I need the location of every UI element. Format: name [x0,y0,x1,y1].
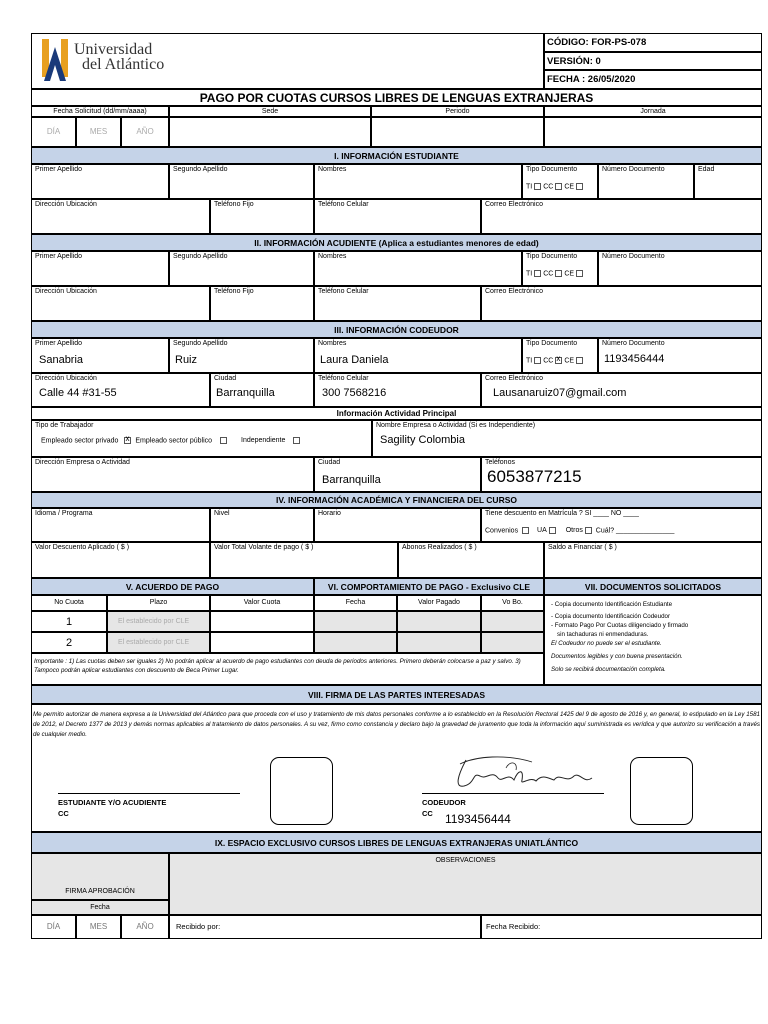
ti-checkbox[interactable] [534,357,541,364]
value: Sagility Colombia [380,434,465,446]
cual-label: Cuál? _______________ [595,527,675,535]
value: 6053877215 [487,467,582,486]
cod-ciudad[interactable] [210,373,314,407]
label: Segundo Apellido [173,166,228,173]
acu-tipo-documento[interactable] [522,251,598,286]
label: Horario [318,510,341,517]
publico-label: Empleado sector público [135,437,213,445]
ti-checkbox[interactable] [534,183,541,190]
periodo-label: Periodo [371,106,544,117]
cc-label: CC [543,270,554,278]
jornada-field[interactable] [544,117,762,147]
label: Dirección Empresa o Actividad [35,459,130,466]
label: Edad [698,166,715,173]
acu-nombres[interactable] [314,251,522,286]
abonos-realizados[interactable] [398,542,544,578]
label: Teléfono Celular [318,288,369,295]
doc-type-options [526,183,594,190]
label: Tiene descuento en Matrícula ? SI ____ NO ____ [485,510,639,517]
label: Idioma / Programa [35,510,93,517]
doc-item-6: Documentos legibles y con buena presentación. [551,653,683,660]
sede-label: Sede [169,106,371,117]
label: Segundo Apellido [173,253,228,260]
cuota-2-vo-bo [481,632,544,653]
codeudor-huella-box[interactable] [630,757,693,825]
value: Ruiz [175,354,198,366]
direccion-empresa[interactable] [31,457,314,492]
label: Valor Total Volante de pago ( $ ) [214,544,314,551]
label: Nombre Empresa o Actividad (Si es Independiente) [376,422,536,429]
ce-label: CE [564,357,575,365]
convenio-options [485,527,758,534]
section-documentos-header: VII. DOCUMENTOS SOLICITADOS [544,578,762,595]
form-title: PAGO POR CUOTAS CURSOS LIBRES DE LENGUAS EXTRANJERAS [31,89,762,106]
value: Barranquilla [216,387,275,399]
col-valor-cuota: Valor Cuota [210,595,314,611]
privado-label: Empleado sector privado [41,437,119,445]
label: Dirección Ubicación [35,288,97,295]
est-correo[interactable] [481,199,762,234]
label: Teléfono Celular [318,375,369,382]
label: Valor Descuento Aplicado ( $ ) [35,544,130,551]
label: Correo Electrónico [485,375,543,382]
ti-checkbox[interactable] [534,270,541,277]
ce-checkbox[interactable] [576,183,583,190]
idioma-programa[interactable] [31,508,210,542]
cod-primer-apellido[interactable] [31,338,169,373]
jornada-label: Jornada [544,106,762,117]
cuota-2-number: 2 [31,632,107,653]
fecha-recibido-cell[interactable] [481,915,762,939]
label: Número Documento [602,253,665,260]
acu-telefono-celular[interactable] [314,286,481,321]
label: Saldo a Financiar ( $ ) [548,544,617,551]
label: Tipo Documento [526,253,578,260]
col-plazo: Plazo [107,595,210,611]
recibido-por-cell[interactable] [169,915,481,939]
cuota-2-valor[interactable] [210,632,314,653]
codeudor-signature [446,750,606,795]
cc-label: CC [543,183,554,191]
label: Número Documento [602,340,665,347]
est-segundo-apellido[interactable] [169,164,314,199]
estudiante-signature-line[interactable] [58,793,240,794]
section-estudiante-header: I. INFORMACIÓN ESTUDIANTE [31,147,762,164]
section-codeudor-header: III. INFORMACIÓN CODEUDOR [31,321,762,338]
ano-field[interactable]: AÑO [121,117,169,147]
fecha-solicitud-label: Fecha Solicitud (dd/mm/aaaa) [31,106,169,117]
university-logo [40,37,70,83]
cuota-1-valor-pagado [397,611,481,632]
empresa-ciudad[interactable] [314,457,481,492]
section-academica-header: IV. INFORMACIÓN ACADÉMICA Y FINANCIERA DEL CURSO [31,492,762,508]
est-numero-documento[interactable] [598,164,694,199]
cuota-1-valor[interactable] [210,611,314,632]
acuerdo-note: Importante : 1) Las cuotas deben ser iguales 2) No podrán aplicar al acuerdo de pago estudiantes con deuda de periodos anteriores. Primero deberán colocarse a paz y salvo. 3) Tampoco podrán aplicar estudiantes con descuento de Beca Primer Lugar. [31,653,544,685]
doc-item-4: sin tachaduras ni enmendaduras. [557,631,649,638]
label: Abonos Realizados ( $ ) [402,544,477,551]
cuota-2-fecha [314,632,397,653]
acu-numero-documento[interactable] [598,251,762,286]
est-tipo-documento[interactable] [522,164,598,199]
cod-correo[interactable] [481,373,762,407]
label: Ciudad [318,459,341,466]
label: Correo Electrónico [485,201,543,208]
cc-checkbox[interactable] [555,270,562,277]
value: 300 7568216 [322,387,387,399]
estudiante-huella-box[interactable] [270,757,333,825]
value: 1193456444 [604,353,665,365]
ce-label: CE [564,183,575,191]
label: Número Documento [602,166,665,173]
estudiante-label: ESTUDIANTE Y/O ACUDIENTE [58,798,167,807]
cc-label: CC [543,357,554,365]
label: Primer Apellido [35,340,83,347]
documentos-list [544,595,762,685]
observaciones-label: OBSERVACIONES [435,857,496,864]
label: Tipo de Trabajador [35,422,94,429]
ti-label: TI [526,270,533,278]
cod-tipo-documento[interactable] [522,338,598,373]
cuota-2-plazo: El establecido por CLE [107,632,210,653]
actividad-header: Información Actividad Principal [31,407,762,420]
ce-label: CE [564,270,575,278]
doc-item-2: - Copia documento Identificación Codeudor [551,613,671,620]
value: Calle 44 #31-55 [39,387,117,399]
label: Dirección Ubicación [35,375,97,382]
codeudor-signature-line[interactable] [422,793,604,794]
codeudor-cc-value: 1193456444 [445,812,511,826]
aprob-mes-field[interactable]: MES [76,915,121,939]
autorizacion-text: Me permito autorizar de manera expresa a la Universidad del Atlántico para que proceda con el uso y tratamiento de mis datos personales conforme a lo establecido en la Resolución Rectoral 1425 del 9 de agosto de 2016 y, en general, lo estipulado en la Ley 1581 de 2012, el Decreto 1377 de 2013 y demás normas aplicables al tratamiento de datos personales. A su vez, firmo como constancia y declaro bajo la gravedad de juramento que toda la información aquí suministrada es verídica y que autorizo su verificación a través de cualquier medio. [33,711,760,738]
value: Lausanaruiz07@gmail.com [493,387,627,399]
doc-item-3: - Formato Pago Por Cuotas diligenciado y firmado [551,622,689,629]
periodo-field[interactable] [371,117,544,147]
aprob-ano-field[interactable]: AÑO [121,915,169,939]
value: Barranquilla [322,474,381,486]
section-firma-header: VIII. FIRMA DE LAS PARTES INTERESADAS [31,685,762,704]
otros-label: Otros [565,527,583,535]
university-line1: Universidad [74,41,153,58]
cuota-2-valor-pagado [397,632,481,653]
section-acuerdo-header: V. ACUERDO DE PAGO [31,578,314,595]
estudiante-cc-label: CC [58,809,69,818]
est-nombres[interactable] [314,164,522,199]
label: Nombres [318,166,347,173]
horario[interactable] [314,508,481,542]
section-exclusivo-header: IX. ESPACIO EXCLUSIVO CURSOS LIBRES DE LENGUAS EXTRANJERAS UNIATLÁNTICO [31,832,762,853]
cuota-1-fecha [314,611,397,632]
label: Teléfono Fijo [214,201,254,208]
label: Correo Electrónico [485,288,543,295]
cuota-1-plazo: El establecido por CLE [107,611,210,632]
acu-primer-apellido[interactable] [31,251,169,286]
est-telefono-fijo[interactable] [210,199,314,234]
codeudor-label: CODEUDOR [422,798,466,807]
cod-numero-documento[interactable] [598,338,762,373]
ce-checkbox[interactable] [576,270,583,277]
nombre-empresa[interactable] [372,420,762,457]
label: Tipo Documento [526,166,578,173]
descuento-matricula[interactable] [481,508,762,542]
label: Dirección Ubicación [35,201,97,208]
cc-checkbox[interactable] [555,183,562,190]
publico-checkbox[interactable] [220,437,227,444]
acu-correo[interactable] [481,286,762,321]
est-primer-apellido[interactable] [31,164,169,199]
university-name [74,42,164,72]
section-comportamiento-header: VI. COMPORTAMIENTO DE PAGO - Exclusivo CLE [314,578,544,595]
cc-checkbox-checked[interactable] [555,357,562,364]
tipo-trabajador [31,420,372,457]
doc-type-options [526,270,594,277]
observaciones-cell[interactable] [169,853,762,915]
firma-aprobacion-label: FIRMA APROBACIÓN [65,888,135,895]
col-vo-bo: Vo Bo. [481,595,544,611]
cod-nombres[interactable] [314,338,522,373]
mes-field[interactable]: MES [76,117,121,147]
ti-label: TI [526,183,533,191]
cuota-1-number: 1 [31,611,107,632]
col-fecha: Fecha [314,595,397,611]
col-no-cuota: No Cuota [31,595,107,611]
dia-field[interactable]: DÍA [31,117,76,147]
acu-segundo-apellido[interactable] [169,251,314,286]
worker-type-options [35,437,368,444]
est-telefono-celular[interactable] [314,199,481,234]
doc-item-5: El Codeudor no puede ser el estudiante. [551,640,662,647]
cod-direccion[interactable] [31,373,210,407]
doc-item-7: Solo se recibirá documentación completa. [551,666,666,673]
independiente-checkbox[interactable] [293,437,300,444]
label: Primer Apellido [35,253,83,260]
acu-telefono-fijo[interactable] [210,286,314,321]
ti-label: TI [526,357,533,365]
label: Teléfono Fijo [214,288,254,295]
fecha-recibido-label: Fecha Recibido: [486,922,541,931]
est-edad[interactable] [694,164,762,199]
ua-label: UA [537,527,547,535]
col-valor-pagado: Valor Pagado [397,595,481,611]
cuota-1-vo-bo [481,611,544,632]
ce-checkbox[interactable] [576,357,583,364]
cod-telefono-celular[interactable] [314,373,481,407]
recibido-por-label: Recibido por: [176,922,221,931]
codigo-cell: CÓDIGO: FOR-PS-078 [544,33,762,52]
valor-descuento[interactable] [31,542,210,578]
cod-segundo-apellido[interactable] [169,338,314,373]
otros-checkbox[interactable] [585,527,592,534]
est-direccion[interactable] [31,199,210,234]
acu-direccion[interactable] [31,286,210,321]
firma-aprobacion-cell [31,853,169,900]
label: Nombres [318,253,347,260]
label: Primer Apellido [35,166,83,173]
fecha-cell: FECHA : 26/05/2020 [544,70,762,89]
label: Nivel [214,510,230,517]
label: Teléfonos [485,459,515,466]
aprob-dia-field[interactable]: DÍA [31,915,76,939]
nivel[interactable] [210,508,314,542]
fecha-aprobacion-label: Fecha [31,900,169,915]
independiente-label: Independiente [241,437,286,445]
convenios-checkbox[interactable] [522,527,529,534]
privado-checkbox-checked[interactable] [124,437,131,444]
valor-total[interactable] [210,542,398,578]
doc-item-1: - Copia documento Identificación Estudiante [551,601,673,608]
value: Laura Daniela [320,354,389,366]
value: Sanabria [39,354,84,366]
doc-type-options [526,357,594,364]
label: Tipo Documento [526,340,578,347]
convenios-label: Convenios [485,527,519,535]
version-cell: VERSIÓN: 0 [544,52,762,70]
sede-field[interactable] [169,117,371,147]
label: Ciudad [214,375,237,382]
saldo-financiar[interactable] [544,542,762,578]
label: Nombres [318,340,347,347]
codeudor-cc-label: CC [422,809,433,818]
label: Segundo Apellido [173,340,228,347]
university-line2: del Atlántico [82,56,165,73]
ua-checkbox[interactable] [549,527,556,534]
label: Teléfono Celular [318,201,369,208]
section-acudiente-header: II. INFORMACIÓN ACUDIENTE (Aplica a estudiantes menores de edad) [31,234,762,251]
empresa-telefonos[interactable] [481,457,762,492]
